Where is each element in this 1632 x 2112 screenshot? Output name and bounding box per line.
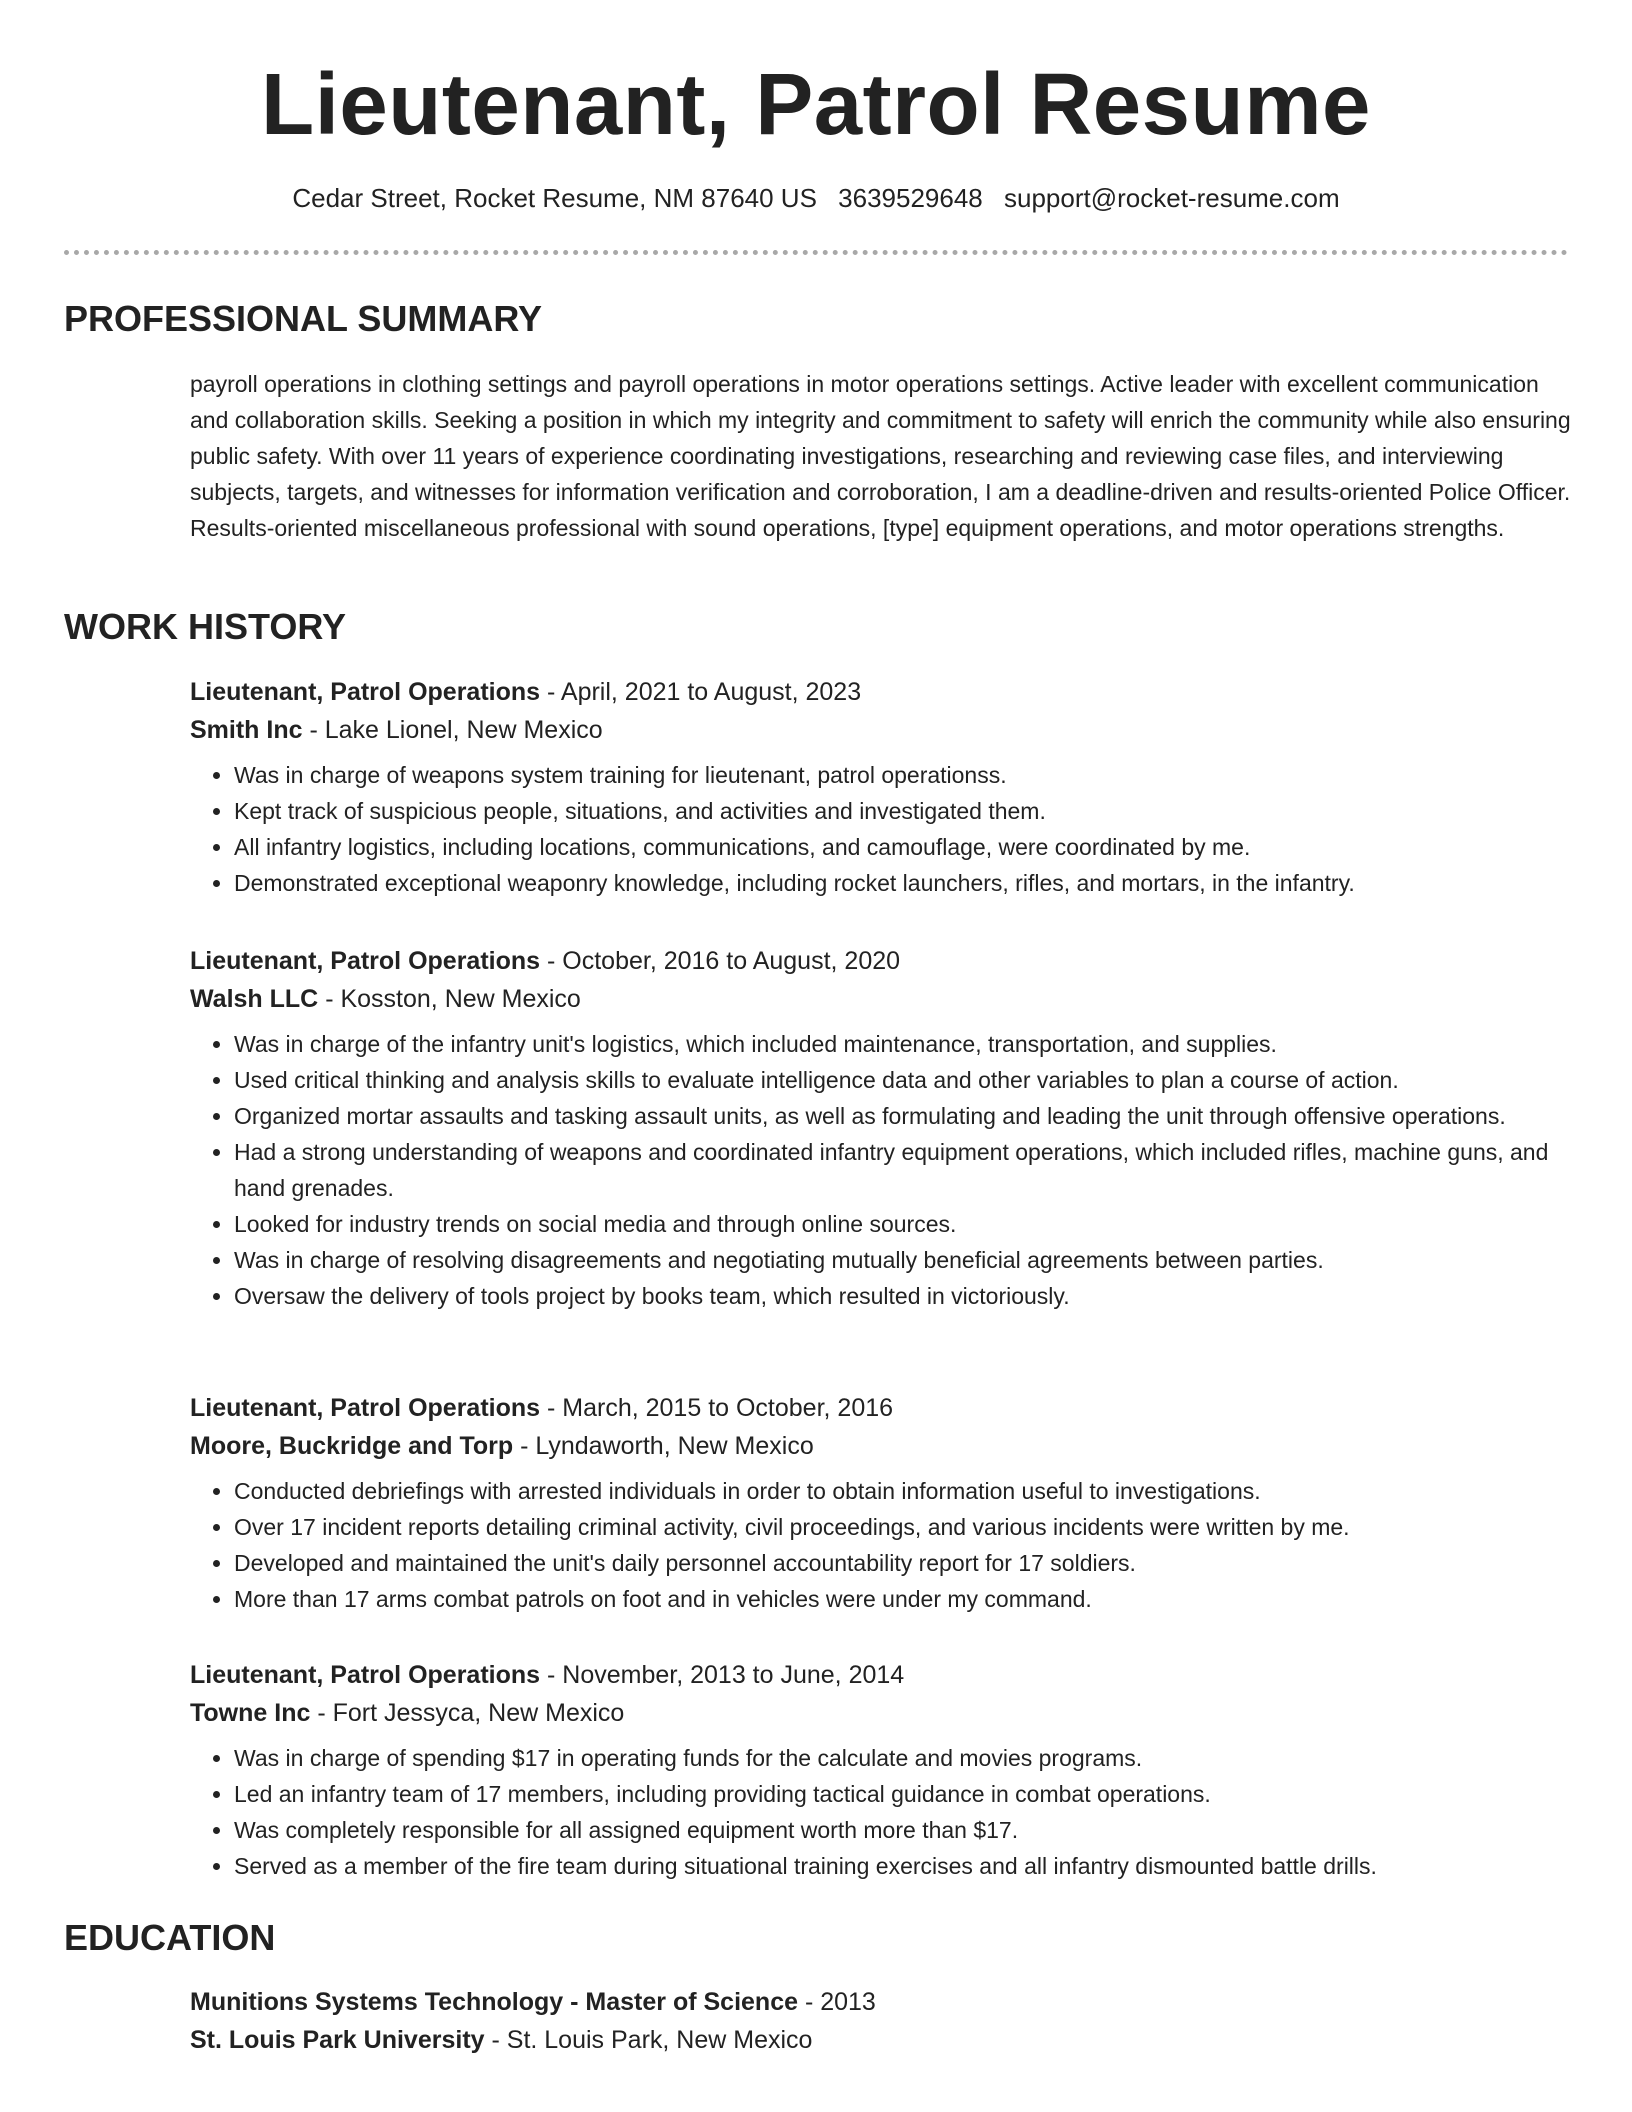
job-title: Lieutenant, Patrol Operations	[190, 678, 541, 706]
job-location: - Lyndaworth, New Mexico	[513, 1432, 814, 1460]
degree-line	[190, 1983, 1575, 2021]
summary-text: payroll operations in clothing settings and payroll operations in motor operations settings. Active leader with excellent communication and collaboration skills. Seeking a position in which my integrity and commitment to safety will enrich the community while also ensuring public safety. With over 11 years of experience coordinating investigations, researching and reviewing case files, and interviewing subjects, targets, and witnesses for information verification and corroboration, I am a deadline-driven and results-oriented Police Officer. Results-oriented miscellaneous professional with sound operations, [type] equipment operations, and motor operations strengths.	[190, 371, 1571, 541]
contact-phone: 3639529648	[838, 183, 983, 213]
job-company-line	[190, 711, 1575, 749]
job-company: Moore, Buckridge and Torp	[190, 1432, 514, 1460]
job-duty: • Organized mortar assaults and tasking assault units, as well as formulating and leading the unit through offensive operations.	[234, 1098, 1575, 1134]
job-entry	[190, 942, 1575, 1314]
job-duty: • Conducted debriefings with arrested individuals in order to obtain information useful to investigations.	[234, 1473, 1575, 1509]
job-duty: • Kept track of suspicious people, situations, and activities and investigated them.	[234, 793, 1575, 829]
job-duty: • All infantry logistics, including locations, communications, and camouflage, were coordinated by me.	[234, 829, 1575, 865]
job-location: - Fort Jessyca, New Mexico	[310, 1699, 625, 1727]
job-duty: • Was in charge of resolving disagreements and negotiating mutually beneficial agreements between parties.	[234, 1242, 1575, 1278]
job-location: - Kosston, New Mexico	[318, 985, 581, 1013]
job-title: Lieutenant, Patrol Operations	[190, 1661, 541, 1689]
education-heading: EDUCATION	[64, 1917, 276, 1958]
contact-email: support@rocket-resume.com	[1004, 183, 1340, 213]
job-title: Lieutenant, Patrol Operations	[190, 947, 541, 975]
job-duty: • Demonstrated exceptional weaponry knowledge, including rocket launchers, rifles, and mortars, in the infantry.	[234, 865, 1575, 901]
job-company-line	[190, 1427, 1575, 1465]
job-duties-list	[190, 1473, 1575, 1617]
degree-year: - 2013	[798, 1988, 876, 2016]
job-company: Walsh LLC	[190, 985, 319, 1013]
work-history-heading: WORK HISTORY	[64, 606, 347, 647]
job-duties-list	[190, 1026, 1575, 1314]
job-company-line	[190, 980, 1575, 1018]
job-entry	[190, 673, 1575, 901]
job-duties-list	[190, 1740, 1575, 1884]
school-name: St. Louis Park University	[190, 2026, 485, 2054]
job-duty: • Developed and maintained the unit's daily personnel accountability report for 17 soldiers.	[234, 1545, 1575, 1581]
job-entry	[190, 1389, 1575, 1617]
job-duties-list	[190, 757, 1575, 901]
education-entry	[190, 1983, 1575, 2059]
header-divider	[64, 250, 1568, 255]
job-duty: • Was in charge of weapons system training for lieutenant, patrol operationss.	[234, 757, 1575, 793]
job-location: - Lake Lionel, New Mexico	[302, 716, 603, 744]
job-entry	[190, 1656, 1575, 1884]
job-duty: • Led an infantry team of 17 members, including providing tactical guidance in combat operations.	[234, 1776, 1575, 1812]
job-dates: - November, 2013 to June, 2014	[540, 1661, 905, 1689]
job-company-line	[190, 1694, 1575, 1732]
job-company: Smith Inc	[190, 716, 303, 744]
contact-address: Cedar Street, Rocket Resume, NM 87640 US	[292, 183, 817, 213]
job-duty: • Was in charge of the infantry unit's logistics, which included maintenance, transportation, and supplies.	[234, 1026, 1575, 1062]
job-title-line	[190, 942, 1575, 980]
job-dates: - October, 2016 to August, 2020	[540, 947, 901, 975]
job-duty: • Used critical thinking and analysis skills to evaluate intelligence data and other variables to plan a course of action.	[234, 1062, 1575, 1098]
job-dates: - March, 2015 to October, 2016	[540, 1394, 894, 1422]
job-duty: • Oversaw the delivery of tools project by books team, which resulted in victoriously.	[234, 1278, 1575, 1314]
job-title: Lieutenant, Patrol Operations	[190, 1394, 541, 1422]
job-duty: • Looked for industry trends on social media and through online sources.	[234, 1206, 1575, 1242]
school-location: - St. Louis Park, New Mexico	[484, 2026, 813, 2054]
summary-heading: PROFESSIONAL SUMMARY	[64, 298, 543, 339]
job-duty: • Was in charge of spending $17 in operating funds for the calculate and movies programs.	[234, 1740, 1575, 1776]
job-duty: • Was completely responsible for all assigned equipment worth more than $17.	[234, 1812, 1575, 1848]
resume-title: Lieutenant, Patrol Resume	[261, 56, 1371, 153]
job-title-line	[190, 1656, 1575, 1694]
degree: Munitions Systems Technology - Master of Science	[190, 1988, 798, 2016]
job-company: Towne Inc	[190, 1699, 311, 1727]
school-line	[190, 2021, 1575, 2059]
job-duty: • Served as a member of the fire team during situational training exercises and all infantry dismounted battle drills.	[234, 1848, 1575, 1884]
job-duty: • More than 17 arms combat patrols on foot and in vehicles were under my command.	[234, 1581, 1575, 1617]
contact-info	[0, 181, 1632, 215]
job-dates: - April, 2021 to August, 2023	[540, 678, 862, 706]
job-duty: • Over 17 incident reports detailing criminal activity, civil proceedings, and various incidents were written by me.	[234, 1509, 1575, 1545]
job-title-line	[190, 1389, 1575, 1427]
job-duty: • Had a strong understanding of weapons and coordinated infantry equipment operations, which included rifles, machine guns, and hand grenades.	[234, 1134, 1575, 1206]
job-title-line	[190, 673, 1575, 711]
